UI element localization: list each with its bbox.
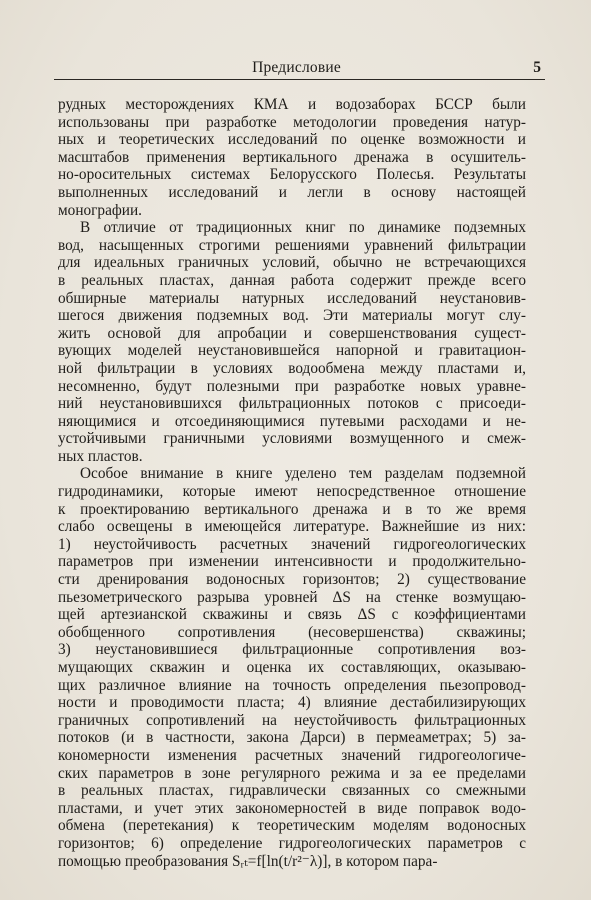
text-line: ной фильтрации в условиях водообмена между пластами и, bbox=[58, 359, 526, 377]
text-line: устойчивыми граничными условиями возмущенного и смеж- bbox=[58, 430, 526, 448]
text-line: жить основой для апробации и совершенствования сущест- bbox=[58, 324, 526, 342]
text-line: В отличие от традиционных книг по динамике подземных bbox=[80, 219, 526, 237]
text-line: обмена (перетекания) к теоретическим моделям водоносных bbox=[58, 817, 526, 835]
text-line: обобщенного сопротивления (несовершенства) скважины; bbox=[58, 623, 526, 641]
text-line: ных и теоретических исследований по оценке возможности и bbox=[58, 131, 526, 149]
text-line: ний неустановившихся фильтрационных потоков с присоеди- bbox=[58, 395, 526, 413]
text-line: выполненных исследований и легли в основу настоящей bbox=[58, 183, 526, 201]
text-line: для идеальных граничных условий, обычно не встречающихся bbox=[58, 254, 526, 272]
text-line: няющимися и отсоединяющимися путевыми расходами и не- bbox=[58, 412, 526, 430]
paragraph bbox=[58, 219, 526, 465]
body-text bbox=[58, 96, 526, 870]
header-rule bbox=[54, 79, 545, 80]
paragraph bbox=[58, 465, 526, 870]
text-line: пластами, и учет этих закономерностей в виде поправок водо- bbox=[58, 799, 526, 817]
text-line: но-оросительных системах Белорусского Полесья. Результаты bbox=[58, 166, 526, 184]
text-line: слабо освещены в имеющейся литературе. Важнейшие из них: bbox=[58, 518, 526, 536]
text-line: в реальных пластах, гидравлически связанных со смежными bbox=[58, 782, 526, 800]
text-line: потоков (и в частности, закона Дарси) в пермеаметрах; 5) за- bbox=[58, 729, 526, 747]
text-line: ных пластов. bbox=[58, 447, 143, 465]
text-line: к проектированию вертикального дренажа и в то же время bbox=[58, 500, 526, 518]
text-line: параметров при изменении интенсивности и продолжительно- bbox=[58, 553, 526, 571]
text-line: несомненно, будут полезными при разработке новых уравне- bbox=[58, 377, 526, 395]
text-line: помощью преобразования Sᵣₜ=f[ln(t/r²⁻λ)], в котором пара- bbox=[58, 852, 438, 870]
text-line: масштабов применения вертикального дренажа в осушитель- bbox=[58, 148, 526, 166]
text-line: 1) неустойчивость расчетных значений гидрогеологических bbox=[58, 535, 526, 553]
text-line: рудных месторождениях КМА и водозаборах БССР были bbox=[58, 96, 526, 113]
text-line: Особое внимание в книге уделено тем разделам подземной bbox=[80, 465, 526, 483]
text-line: ности и проводимости пласта; 4) влияние дестабилизирующих bbox=[58, 694, 526, 712]
text-line: обширные материалы натурных исследований неустановив- bbox=[58, 289, 526, 307]
text-line: горизонтов; 6) определение гидрогеологических параметров с bbox=[58, 834, 526, 852]
text-line: шегося движения подземных вод. Эти материалы могут слу- bbox=[58, 307, 526, 325]
text-line: сти дренирования водоносных горизонтов; 2) существование bbox=[58, 571, 526, 589]
text-line: мущающих скважин и оценка их составляющих, оказываю- bbox=[58, 659, 526, 676]
text-line: кономерности изменения расчетных значений гидрогеологиче- bbox=[58, 746, 526, 764]
text-line: вод, насыщенных строгими решениями уравнений фильтрации bbox=[58, 236, 526, 254]
text-line: гидродинамики, которые имеют непосредственное отношение bbox=[58, 483, 526, 501]
page-number: 5 bbox=[533, 59, 541, 76]
text-line: вующих моделей неустановившейся напорной и гравитацион- bbox=[58, 342, 526, 360]
text-line: пьезометрического разрыва уровней ΔS на стенке возмущаю- bbox=[58, 588, 526, 606]
text-line: монографии. bbox=[58, 201, 142, 219]
paragraph bbox=[58, 96, 526, 219]
running-title: Предисловие bbox=[252, 59, 341, 76]
text-line: щих различное влияние на точность определения пьезопровод- bbox=[58, 676, 526, 694]
text-line: граничных сопротивлений на неустойчивость фильтрационных bbox=[58, 711, 526, 729]
text-line: щей артезианской скважины и связь ΔS с коэффициентами bbox=[58, 606, 526, 624]
text-line: использованы при разработке методологии проведения натур- bbox=[58, 113, 526, 131]
text-line: в реальных пластах, данная работа содержит прежде всего bbox=[58, 271, 526, 289]
text-line: ских параметров в зоне регулярного режима и за ее пределами bbox=[58, 764, 526, 782]
running-header bbox=[48, 58, 545, 78]
text-line: 3) неустановившиеся фильтрационные сопротивления воз- bbox=[58, 641, 526, 659]
